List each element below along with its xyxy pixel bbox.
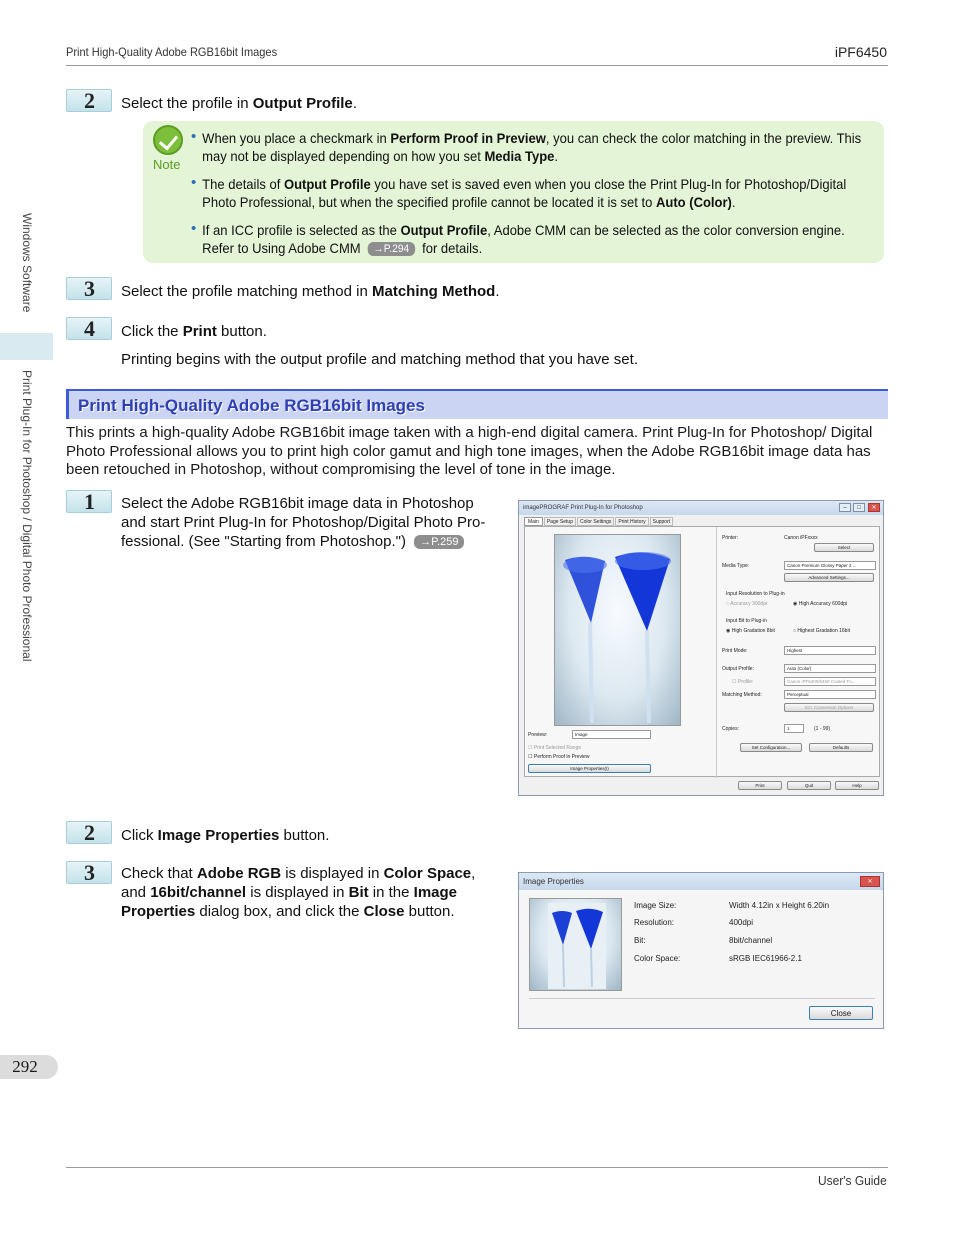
print-button[interactable]: Print <box>738 781 782 790</box>
page-reference-link[interactable]: →P.259 <box>414 535 464 549</box>
copies-input[interactable]: 1 <box>784 724 804 733</box>
running-header-title: Print High-Quality Adobe RGB16bit Images <box>66 45 278 59</box>
step-number: 4 <box>66 317 112 340</box>
tab-main[interactable]: Main <box>524 517 543 526</box>
plugin-window <box>518 500 884 796</box>
advanced-settings-button[interactable]: Advanced Settings... <box>784 573 874 582</box>
print-mode-select[interactable]: Highest <box>784 646 876 655</box>
dialog-title: Image Properties <box>519 873 883 890</box>
resolution-value: 400dpi <box>729 918 754 927</box>
step-text: Select the profile matching method in Matching Method. <box>121 283 500 300</box>
glasses-photo <box>530 899 622 991</box>
step-number: 2 <box>66 89 112 112</box>
profile-checkbox[interactable]: ☐ Profile: <box>732 679 754 685</box>
step-number: 2 <box>66 821 112 844</box>
tab-print-history[interactable]: Print History <box>615 517 648 526</box>
perform-proof-checkbox[interactable]: ☐ Perform Proof in Preview <box>528 754 590 760</box>
page-reference-link[interactable]: →P.294 <box>368 242 415 256</box>
resolution-600-radio[interactable]: ◉ High Accuracy 600dpi <box>793 601 848 607</box>
tab-bar <box>524 517 673 526</box>
image-properties-window <box>518 872 884 1029</box>
color-space-value: sRGB IEC61966-2.1 <box>729 954 802 963</box>
help-button[interactable]: Help <box>835 781 879 790</box>
input-bit-label: Input Bit to Plug-in <box>726 618 767 624</box>
step-text: Click the Print button. <box>121 323 267 340</box>
bit-label: Bit: <box>634 936 646 945</box>
step-subtext: Printing begins with the output profile and matching method that you have set. <box>121 351 638 368</box>
section-title: Print High-Quality Adobe RGB16bit Images <box>78 396 425 415</box>
tab-support[interactable]: Support <box>650 517 674 526</box>
step-text: Select the profile in Output Profile. <box>121 95 357 112</box>
defaults-button[interactable]: Defaults <box>809 743 873 752</box>
window-title: imagePROGRAF Print Plug-In for Photoshop <box>519 501 883 515</box>
step-text: Click Image Properties button. <box>121 827 330 844</box>
glasses-photo <box>555 535 681 726</box>
dialog-divider <box>529 998 875 999</box>
media-type-label: Media Type: <box>722 563 750 569</box>
preview-image <box>554 534 681 726</box>
set-configuration-button[interactable]: Set Configuration... <box>740 743 802 752</box>
resolution-300-radio[interactable]: ○ Accuracy 300dpi <box>726 601 768 607</box>
running-header-model: iPF6450 <box>834 44 887 60</box>
tab-page-setup[interactable]: Page Setup <box>544 517 576 526</box>
footer-text: User's Guide <box>818 1173 887 1188</box>
profile-select[interactable]: Canon iPF6400/6450 Coated Fo... <box>784 677 876 686</box>
print-selected-range-checkbox[interactable]: ☐ Print Selected Range <box>528 745 582 751</box>
step-number: 3 <box>66 277 112 300</box>
image-thumbnail <box>529 898 622 991</box>
copies-label: Copies: <box>722 726 739 732</box>
note-bullet: • When you place a checkmark in Perform Proof in Preview, you can check the color matching in the preview. This may not be displayed depending on how you set Media Type. <box>191 128 862 164</box>
output-profile-select[interactable]: Auto (Color) <box>784 664 876 673</box>
panel-divider <box>716 527 717 778</box>
image-size-label: Image Size: <box>634 901 677 910</box>
color-space-label: Color Space: <box>634 954 681 963</box>
section-heading-bar <box>66 389 888 419</box>
input-resolution-label: Input Resolution to Plug-in <box>726 591 785 597</box>
footer-rule <box>66 1167 888 1168</box>
icc-conversion-options-button[interactable]: ICC Conversion Options <box>784 703 874 712</box>
image-size-value: Width 4.12in x Height 6.20in <box>729 901 830 910</box>
print-mode-label: Print Mode: <box>722 648 748 654</box>
note-bullet: • The details of Output Profile you have set is saved even when you close the Print Plug-In for Photoshop/Digital Photo Professional, but when the specified profile cannot be located it is set to Auto (Color). <box>191 174 847 210</box>
close-button[interactable]: Close <box>809 1006 873 1020</box>
step-number: 3 <box>66 861 112 884</box>
preview-label: Preview: <box>528 732 548 738</box>
close-icon[interactable]: ✕ <box>868 503 880 512</box>
minimize-icon[interactable]: – <box>839 503 851 512</box>
page-number: 292 <box>0 1055 58 1079</box>
step-text: Select the Adobe RGB16bit image data in Photoshop and start Print Plug-In for Photoshop/Digital Photo Pro- fessional. (See "Starting from Photoshop.") →P.259 <box>121 495 486 550</box>
tab-color-settings[interactable]: Color Settings <box>577 517 614 526</box>
close-icon[interactable]: ✕ <box>860 876 880 887</box>
matching-method-select[interactable]: Perceptual <box>784 690 876 699</box>
output-profile-label: Output Profile: <box>722 666 754 672</box>
quit-button[interactable]: Quit <box>787 781 831 790</box>
printer-label: Printer: <box>722 535 739 541</box>
sidebar-section-plugin: Print Plug-In for Photoshop / Digital Photo Professional <box>20 370 34 662</box>
copies-range: (1 - 99) <box>814 726 831 732</box>
tab-panel <box>524 526 880 777</box>
checkmark-pencil-icon <box>153 125 183 155</box>
preview-select[interactable]: Image <box>572 730 651 739</box>
note-bullet: • If an ICC profile is selected as the Output Profile, Adobe CMM can be selected as the color conversion engine. Refer to Using Adobe CMM →P.294 for details. <box>191 220 845 256</box>
resolution-label: Resolution: <box>634 918 675 927</box>
bit-16-radio[interactable]: ○ Highest Gradation 16bit <box>793 628 850 634</box>
image-properties-button[interactable]: Image Properties(I) <box>528 764 651 773</box>
bit-8-radio[interactable]: ◉ High Gradation 8bit <box>726 628 775 634</box>
media-type-select[interactable]: Canon Premium Glossy Paper 2 ... <box>784 561 876 570</box>
maximize-icon[interactable]: □ <box>853 503 865 512</box>
step-text: Check that Adobe RGB is displayed in Color Space, and 16bit/channel is displayed in Bit in the Image Properties dialog box, and click the Close button. <box>121 865 476 920</box>
sidebar-section-windows: Windows Software <box>20 213 34 313</box>
matching-method-label: Matching Method: <box>722 692 762 698</box>
note-label: Note <box>153 157 181 172</box>
section-paragraph: This prints a high-quality Adobe RGB16bit image taken with a high-end digital camera. Print Plug-In for Photoshop/ Digital Photo Professional allows you to print high color gamut and high tone images, when the Adobe RGB16bit image data has been retouched in Photoshop, without compromising the level of tone in the image. <box>66 424 873 478</box>
header-rule <box>66 65 888 66</box>
sidebar-tab-marker <box>0 333 53 360</box>
select-printer-button[interactable]: Select <box>814 543 874 552</box>
bit-value: 8bit/channel <box>729 936 773 945</box>
printer-value: Canon iPFxxxx <box>784 535 818 541</box>
step-number: 1 <box>66 490 112 513</box>
